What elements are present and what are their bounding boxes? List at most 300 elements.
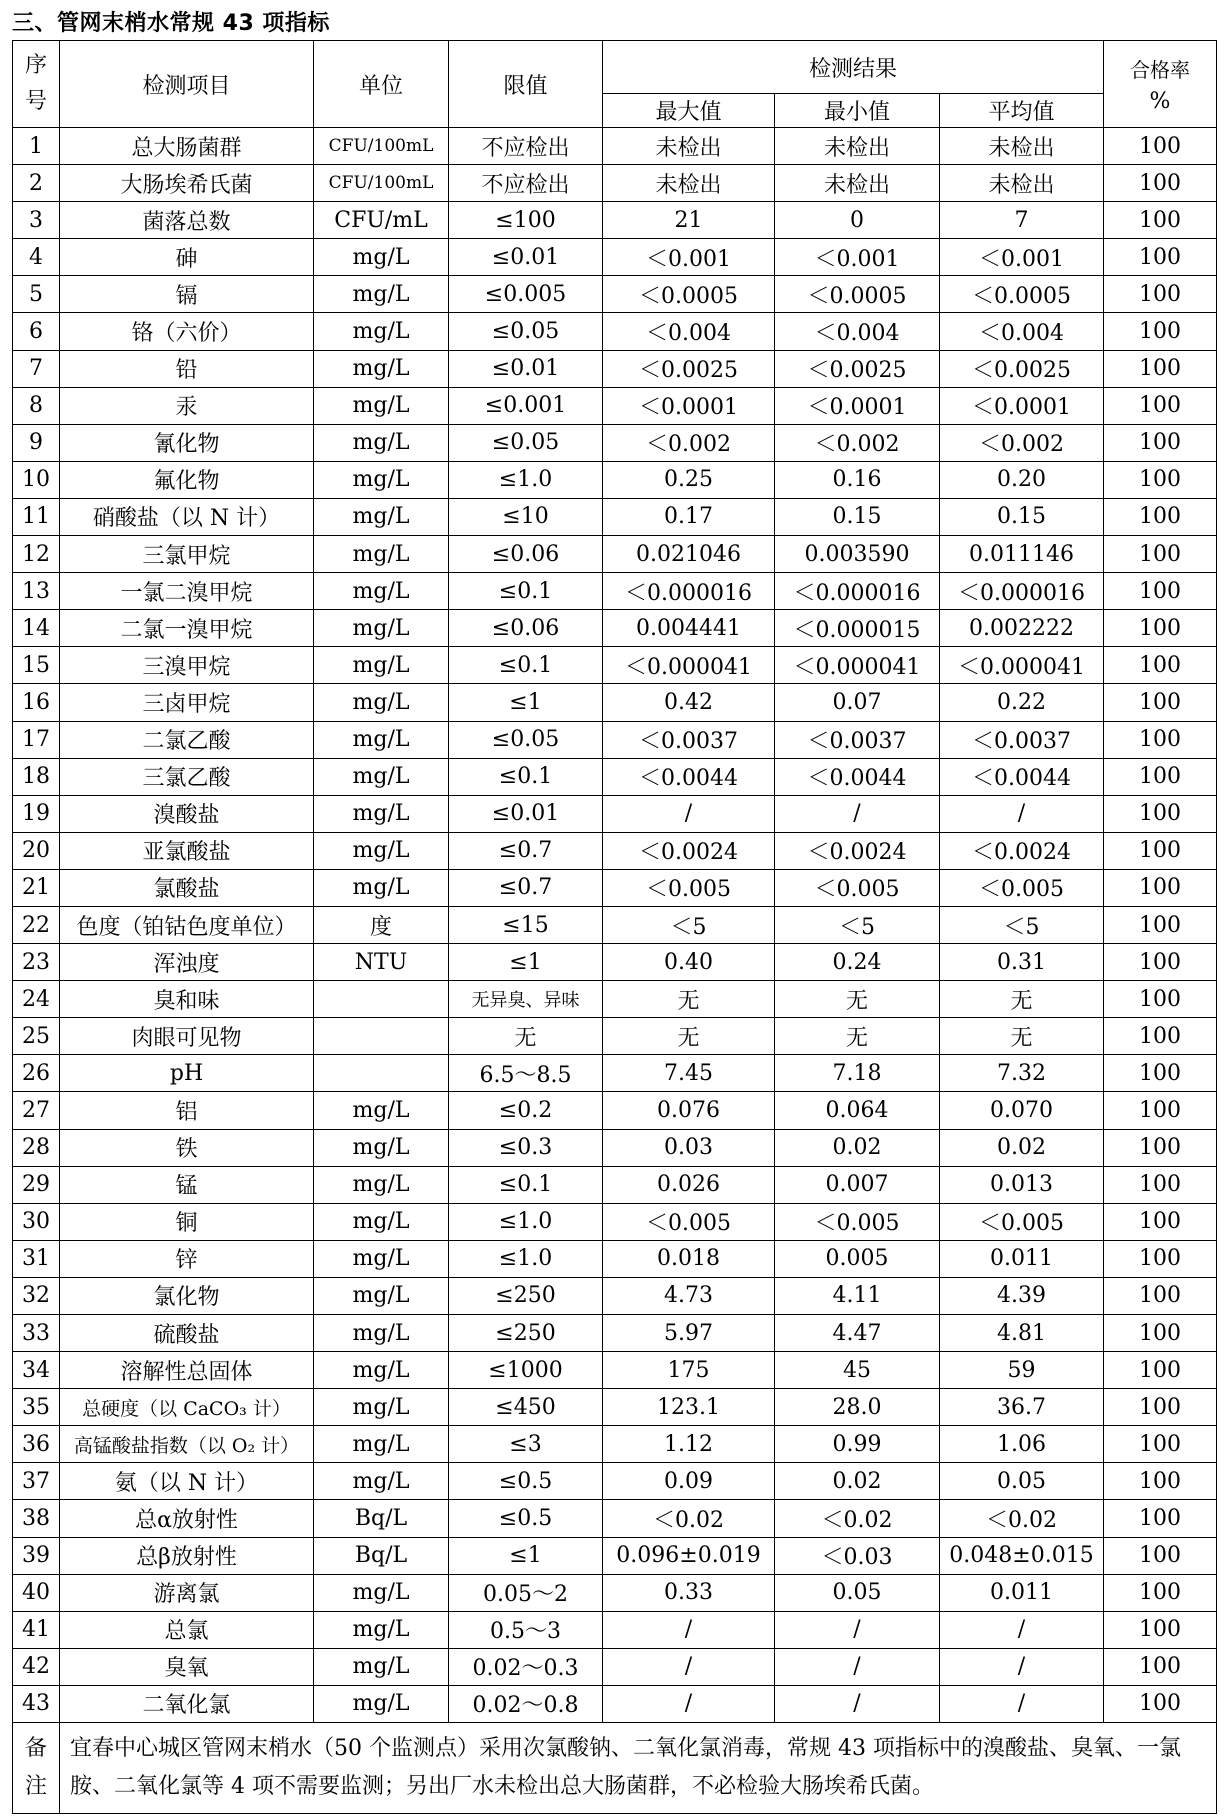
table-row <box>13 869 1217 906</box>
cell-avg-value: ＜0.001 <box>940 239 1104 276</box>
cell-min-value: 28.0 <box>775 1389 940 1426</box>
cell-max-value: ＜0.0005 <box>603 276 775 313</box>
cell-min-value: 4.47 <box>775 1315 940 1352</box>
cell-max-value: ＜0.001 <box>603 239 775 276</box>
table-row <box>13 1463 1217 1500</box>
cell-pass-rate: 100 <box>1104 1685 1217 1722</box>
cell-seq: 23 <box>13 944 60 981</box>
cell-min-value: 0.005 <box>775 1240 940 1277</box>
cell-max-value: 0.096±0.019 <box>603 1537 775 1574</box>
cell-item-name: 二氧化氯 <box>60 1685 314 1722</box>
cell-limit: 无 <box>449 1018 603 1055</box>
cell-item-name: 氯酸盐 <box>60 869 314 906</box>
cell-unit: mg/L <box>314 1389 449 1426</box>
table-row <box>13 1426 1217 1463</box>
cell-unit: mg/L <box>314 1574 449 1611</box>
cell-min-value: 0.02 <box>775 1463 940 1500</box>
cell-seq: 34 <box>13 1352 60 1389</box>
remark-text: 宜春中心城区管网末梢水（50 个监测点）采用次氯酸钠、二氧化氯消毒，常规 43 项指标中的溴酸盐、臭氧、一氯胺、二氧化氯等 4 项不需要监测；另出厂水未检出总大肠菌群，不必检验大肠埃希氏菌。 <box>60 1723 1217 1814</box>
cell-avg-value: 0.070 <box>940 1092 1104 1129</box>
cell-limit: 0.05～2 <box>449 1574 603 1611</box>
cell-min-value: ＜0.03 <box>775 1537 940 1574</box>
table-row <box>13 387 1217 424</box>
cell-unit <box>314 1018 449 1055</box>
cell-unit: CFU/100mL <box>314 128 449 165</box>
cell-max-value: / <box>603 1685 775 1722</box>
cell-max-value: ＜0.000041 <box>603 647 775 684</box>
cell-pass-rate: 100 <box>1104 1018 1217 1055</box>
cell-seq: 16 <box>13 684 60 721</box>
cell-unit: mg/L <box>314 1352 449 1389</box>
cell-avg-value: 36.7 <box>940 1389 1104 1426</box>
cell-item-name: 汞 <box>60 387 314 424</box>
cell-pass-rate: 100 <box>1104 1648 1217 1685</box>
cell-seq: 40 <box>13 1574 60 1611</box>
table-row <box>13 1018 1217 1055</box>
cell-max-value: 0.076 <box>603 1092 775 1129</box>
cell-seq: 33 <box>13 1315 60 1352</box>
cell-min-value: 未检出 <box>775 128 940 165</box>
cell-min-value: 0.16 <box>775 461 940 498</box>
header-item: 检测项目 <box>60 41 314 128</box>
cell-avg-value: 0.02 <box>940 1129 1104 1166</box>
table-row <box>13 239 1217 276</box>
cell-item-name: 大肠埃希氏菌 <box>60 165 314 202</box>
table-row <box>13 1352 1217 1389</box>
cell-avg-value: ＜0.0024 <box>940 832 1104 869</box>
cell-limit: ≤0.1 <box>449 647 603 684</box>
cell-min-value: 无 <box>775 981 940 1018</box>
cell-min-value: ＜0.0024 <box>775 832 940 869</box>
cell-avg-value: / <box>940 1611 1104 1648</box>
cell-item-name: 镉 <box>60 276 314 313</box>
cell-avg-value: ＜0.0044 <box>940 758 1104 795</box>
cell-item-name: 色度（铂钴色度单位） <box>60 906 314 943</box>
cell-item-name: 氯化物 <box>60 1277 314 1314</box>
cell-pass-rate: 100 <box>1104 906 1217 943</box>
cell-min-value: ＜0.0025 <box>775 350 940 387</box>
cell-avg-value: 7 <box>940 202 1104 239</box>
cell-item-name: 一氯二溴甲烷 <box>60 573 314 610</box>
cell-pass-rate: 100 <box>1104 1315 1217 1352</box>
cell-limit: ≤1.0 <box>449 1240 603 1277</box>
cell-seq: 38 <box>13 1500 60 1537</box>
cell-pass-rate: 100 <box>1104 536 1217 573</box>
cell-item-name: 三氯甲烷 <box>60 536 314 573</box>
cell-item-name: 氨（以 N 计） <box>60 1463 314 1500</box>
table-row <box>13 1574 1217 1611</box>
header-limit: 限值 <box>449 41 603 128</box>
cell-item-name: 三氯乙酸 <box>60 758 314 795</box>
table-row <box>13 573 1217 610</box>
table-row <box>13 1240 1217 1277</box>
cell-pass-rate: 100 <box>1104 165 1217 202</box>
cell-avg-value: ＜0.005 <box>940 869 1104 906</box>
cell-seq: 27 <box>13 1092 60 1129</box>
table-row <box>13 1277 1217 1314</box>
cell-pass-rate: 100 <box>1104 573 1217 610</box>
cell-limit: ≤100 <box>449 202 603 239</box>
cell-seq: 18 <box>13 758 60 795</box>
remark-label-text: 备注 <box>25 1736 48 1800</box>
cell-min-value: ＜0.005 <box>775 1203 940 1240</box>
cell-item-name: 硫酸盐 <box>60 1315 314 1352</box>
cell-unit: mg/L <box>314 239 449 276</box>
cell-limit: ≤0.01 <box>449 350 603 387</box>
cell-limit: ≤0.01 <box>449 239 603 276</box>
cell-unit: mg/L <box>314 610 449 647</box>
cell-avg-value: 无 <box>940 981 1104 1018</box>
cell-avg-value: 0.22 <box>940 684 1104 721</box>
table-row <box>13 795 1217 832</box>
cell-limit: ≤0.5 <box>449 1500 603 1537</box>
cell-unit: mg/L <box>314 1129 449 1166</box>
cell-max-value: 0.09 <box>603 1463 775 1500</box>
cell-min-value: ＜0.000015 <box>775 610 940 647</box>
cell-min-value: 0.02 <box>775 1129 940 1166</box>
cell-limit: ≤450 <box>449 1389 603 1426</box>
cell-limit: ≤1.0 <box>449 1203 603 1240</box>
cell-avg-value: / <box>940 795 1104 832</box>
cell-avg-value: 59 <box>940 1352 1104 1389</box>
cell-avg-value: ＜0.004 <box>940 313 1104 350</box>
cell-seq: 37 <box>13 1463 60 1500</box>
cell-seq: 11 <box>13 498 60 535</box>
cell-max-value: 0.004441 <box>603 610 775 647</box>
cell-avg-value: 0.31 <box>940 944 1104 981</box>
cell-unit: mg/L <box>314 1240 449 1277</box>
cell-min-value: ＜0.0001 <box>775 387 940 424</box>
cell-avg-value: 0.15 <box>940 498 1104 535</box>
cell-seq: 8 <box>13 387 60 424</box>
cell-min-value: 无 <box>775 1018 940 1055</box>
cell-seq: 39 <box>13 1537 60 1574</box>
cell-unit: mg/L <box>314 536 449 573</box>
cell-unit <box>314 1055 449 1092</box>
cell-unit: mg/L <box>314 758 449 795</box>
table-row <box>13 276 1217 313</box>
cell-max-value: 0.03 <box>603 1129 775 1166</box>
cell-avg-value: / <box>940 1648 1104 1685</box>
cell-avg-value: ＜0.000041 <box>940 647 1104 684</box>
table-row <box>13 1315 1217 1352</box>
cell-pass-rate: 100 <box>1104 1463 1217 1500</box>
cell-limit: ≤0.05 <box>449 721 603 758</box>
cell-unit: mg/L <box>314 498 449 535</box>
cell-avg-value: 1.06 <box>940 1426 1104 1463</box>
table-row <box>13 202 1217 239</box>
cell-item-name: 臭氧 <box>60 1648 314 1685</box>
cell-avg-value: ＜0.0001 <box>940 387 1104 424</box>
cell-min-value: 4.11 <box>775 1277 940 1314</box>
cell-seq: 17 <box>13 721 60 758</box>
cell-pass-rate: 100 <box>1104 1129 1217 1166</box>
cell-min-value: ＜0.0005 <box>775 276 940 313</box>
header-max: 最大值 <box>603 94 775 128</box>
cell-max-value: 0.17 <box>603 498 775 535</box>
cell-pass-rate: 100 <box>1104 1426 1217 1463</box>
table-row <box>13 1500 1217 1537</box>
table-row <box>13 424 1217 461</box>
cell-min-value: 0.24 <box>775 944 940 981</box>
cell-pass-rate: 100 <box>1104 1352 1217 1389</box>
cell-seq: 41 <box>13 1611 60 1648</box>
cell-item-name: 高锰酸盐指数（以 O₂ 计） <box>60 1426 314 1463</box>
table-row <box>13 944 1217 981</box>
cell-max-value: ＜0.005 <box>603 1203 775 1240</box>
cell-avg-value: 7.32 <box>940 1055 1104 1092</box>
cell-max-value: ＜0.0024 <box>603 832 775 869</box>
cell-limit: 0.02～0.8 <box>449 1685 603 1722</box>
cell-item-name: 氰化物 <box>60 424 314 461</box>
cell-max-value: 无 <box>603 1018 775 1055</box>
cell-unit: mg/L <box>314 461 449 498</box>
table-row <box>13 1611 1217 1648</box>
cell-max-value: 未检出 <box>603 128 775 165</box>
table-row <box>13 1203 1217 1240</box>
cell-min-value: / <box>775 1648 940 1685</box>
cell-unit: CFU/mL <box>314 202 449 239</box>
cell-avg-value: ＜5 <box>940 906 1104 943</box>
cell-item-name: 二氯乙酸 <box>60 721 314 758</box>
cell-min-value: ＜0.000041 <box>775 647 940 684</box>
cell-max-value: / <box>603 795 775 832</box>
table-row <box>13 165 1217 202</box>
cell-pass-rate: 100 <box>1104 1389 1217 1426</box>
table-row <box>13 906 1217 943</box>
cell-max-value: ＜0.005 <box>603 869 775 906</box>
cell-max-value: ＜0.002 <box>603 424 775 461</box>
cell-limit: ≤0.3 <box>449 1129 603 1166</box>
cell-pass-rate: 100 <box>1104 387 1217 424</box>
cell-limit: ≤0.7 <box>449 832 603 869</box>
cell-seq: 1 <box>13 128 60 165</box>
cell-seq: 5 <box>13 276 60 313</box>
cell-seq: 21 <box>13 869 60 906</box>
cell-pass-rate: 100 <box>1104 424 1217 461</box>
cell-unit: mg/L <box>314 1315 449 1352</box>
cell-limit: ≤0.7 <box>449 869 603 906</box>
cell-seq: 4 <box>13 239 60 276</box>
cell-seq: 30 <box>13 1203 60 1240</box>
cell-seq: 10 <box>13 461 60 498</box>
cell-min-value: ＜0.002 <box>775 424 940 461</box>
cell-limit: 不应检出 <box>449 165 603 202</box>
cell-max-value: ＜0.000016 <box>603 573 775 610</box>
cell-max-value: 未检出 <box>603 165 775 202</box>
cell-avg-value: ＜0.0037 <box>940 721 1104 758</box>
cell-avg-value: ＜0.0005 <box>940 276 1104 313</box>
cell-min-value: 0.007 <box>775 1166 940 1203</box>
cell-limit: ≤0.01 <box>449 795 603 832</box>
cell-limit: ≤0.06 <box>449 610 603 647</box>
table-body <box>13 128 1217 1814</box>
cell-unit: mg/L <box>314 1611 449 1648</box>
cell-unit: mg/L <box>314 647 449 684</box>
cell-max-value: 0.42 <box>603 684 775 721</box>
cell-seq: 6 <box>13 313 60 350</box>
cell-unit: mg/L <box>314 424 449 461</box>
cell-seq: 43 <box>13 1685 60 1722</box>
cell-unit: Bq/L <box>314 1537 449 1574</box>
cell-max-value: ＜0.0001 <box>603 387 775 424</box>
header-min: 最小值 <box>775 94 940 128</box>
cell-min-value: ＜0.005 <box>775 869 940 906</box>
cell-limit: ≤1 <box>449 1537 603 1574</box>
cell-pass-rate: 100 <box>1104 647 1217 684</box>
cell-pass-rate: 100 <box>1104 1611 1217 1648</box>
cell-seq: 3 <box>13 202 60 239</box>
table-row <box>13 1092 1217 1129</box>
cell-limit: ≤0.5 <box>449 1463 603 1500</box>
cell-avg-value: 4.39 <box>940 1277 1104 1314</box>
cell-pass-rate: 100 <box>1104 832 1217 869</box>
cell-limit: ≤0.05 <box>449 313 603 350</box>
table-row <box>13 1537 1217 1574</box>
table-row <box>13 498 1217 535</box>
cell-limit: 无异臭、异味 <box>449 981 603 1018</box>
cell-item-name: 总硬度（以 CaCO₃ 计） <box>60 1389 314 1426</box>
cell-seq: 13 <box>13 573 60 610</box>
cell-seq: 32 <box>13 1277 60 1314</box>
cell-unit: mg/L <box>314 869 449 906</box>
cell-item-name: 铅 <box>60 350 314 387</box>
cell-unit: mg/L <box>314 1166 449 1203</box>
cell-unit: mg/L <box>314 387 449 424</box>
cell-pass-rate: 100 <box>1104 239 1217 276</box>
cell-max-value: 5.97 <box>603 1315 775 1352</box>
cell-avg-value: 0.011146 <box>940 536 1104 573</box>
cell-seq: 42 <box>13 1648 60 1685</box>
table-row <box>13 1055 1217 1092</box>
table-row <box>13 128 1217 165</box>
cell-limit: 0.5～3 <box>449 1611 603 1648</box>
cell-item-name: 总大肠菌群 <box>60 128 314 165</box>
cell-max-value: 无 <box>603 981 775 1018</box>
cell-pass-rate: 100 <box>1104 1166 1217 1203</box>
table-row <box>13 1129 1217 1166</box>
cell-item-name: 铬（六价） <box>60 313 314 350</box>
cell-max-value: 175 <box>603 1352 775 1389</box>
cell-pass-rate: 100 <box>1104 684 1217 721</box>
cell-item-name: 总氯 <box>60 1611 314 1648</box>
cell-pass-rate: 100 <box>1104 1574 1217 1611</box>
table-row <box>13 981 1217 1018</box>
cell-item-name: 三卤甲烷 <box>60 684 314 721</box>
header-seq-label: 序号 <box>25 53 48 114</box>
cell-pass-rate: 100 <box>1104 721 1217 758</box>
cell-avg-value: ＜0.000016 <box>940 573 1104 610</box>
cell-max-value: ＜0.02 <box>603 1500 775 1537</box>
cell-avg-value: ＜0.02 <box>940 1500 1104 1537</box>
cell-max-value: 123.1 <box>603 1389 775 1426</box>
cell-limit: 不应检出 <box>449 128 603 165</box>
cell-avg-value: 0.011 <box>940 1240 1104 1277</box>
cell-pass-rate: 100 <box>1104 350 1217 387</box>
cell-seq: 19 <box>13 795 60 832</box>
cell-max-value: 7.45 <box>603 1055 775 1092</box>
cell-item-name: 游离氯 <box>60 1574 314 1611</box>
cell-seq: 36 <box>13 1426 60 1463</box>
cell-avg-value: 无 <box>940 1018 1104 1055</box>
cell-max-value: 4.73 <box>603 1277 775 1314</box>
cell-min-value: 0.064 <box>775 1092 940 1129</box>
cell-max-value: 0.018 <box>603 1240 775 1277</box>
cell-seq: 2 <box>13 165 60 202</box>
cell-min-value: 未检出 <box>775 165 940 202</box>
cell-max-value: 21 <box>603 202 775 239</box>
pass-rate-unit: % <box>1149 89 1171 114</box>
cell-min-value: 0.07 <box>775 684 940 721</box>
cell-pass-rate: 100 <box>1104 1240 1217 1277</box>
cell-pass-rate: 100 <box>1104 610 1217 647</box>
cell-pass-rate: 100 <box>1104 461 1217 498</box>
cell-pass-rate: 100 <box>1104 1055 1217 1092</box>
cell-seq: 31 <box>13 1240 60 1277</box>
cell-limit: ≤10 <box>449 498 603 535</box>
cell-avg-value: 0.011 <box>940 1574 1104 1611</box>
cell-seq: 12 <box>13 536 60 573</box>
cell-limit: ≤250 <box>449 1315 603 1352</box>
header-avg: 平均值 <box>940 94 1104 128</box>
cell-avg-value: 0.048±0.015 <box>940 1537 1104 1574</box>
cell-seq: 14 <box>13 610 60 647</box>
cell-pass-rate: 100 <box>1104 313 1217 350</box>
cell-min-value: 7.18 <box>775 1055 940 1092</box>
remark-label <box>13 1723 60 1814</box>
cell-max-value: 0.026 <box>603 1166 775 1203</box>
cell-unit: mg/L <box>314 1277 449 1314</box>
header-pass-rate <box>1104 41 1217 128</box>
cell-item-name: 亚氯酸盐 <box>60 832 314 869</box>
cell-pass-rate: 100 <box>1104 1277 1217 1314</box>
cell-min-value: ＜0.001 <box>775 239 940 276</box>
cell-unit: mg/L <box>314 1685 449 1722</box>
header-seq <box>13 41 60 128</box>
cell-pass-rate: 100 <box>1104 1537 1217 1574</box>
cell-pass-rate: 100 <box>1104 276 1217 313</box>
table-row <box>13 758 1217 795</box>
cell-unit: Bq/L <box>314 1500 449 1537</box>
cell-max-value: ＜0.0044 <box>603 758 775 795</box>
cell-min-value: / <box>775 1611 940 1648</box>
cell-item-name: 臭和味 <box>60 981 314 1018</box>
cell-min-value: ＜0.02 <box>775 1500 940 1537</box>
cell-max-value: 1.12 <box>603 1426 775 1463</box>
cell-seq: 26 <box>13 1055 60 1092</box>
table-row <box>13 721 1217 758</box>
cell-seq: 25 <box>13 1018 60 1055</box>
cell-seq: 7 <box>13 350 60 387</box>
cell-item-name: 总β放射性 <box>60 1537 314 1574</box>
cell-item-name: 铝 <box>60 1092 314 1129</box>
table-row <box>13 1648 1217 1685</box>
cell-unit: mg/L <box>314 795 449 832</box>
cell-limit: ≤0.005 <box>449 276 603 313</box>
water-quality-table <box>12 40 1217 1814</box>
cell-pass-rate: 100 <box>1104 498 1217 535</box>
cell-unit: mg/L <box>314 350 449 387</box>
cell-limit: ≤0.001 <box>449 387 603 424</box>
cell-item-name: 浑浊度 <box>60 944 314 981</box>
table-row <box>13 536 1217 573</box>
cell-seq: 22 <box>13 906 60 943</box>
cell-unit: 度 <box>314 906 449 943</box>
cell-avg-value: ＜0.002 <box>940 424 1104 461</box>
pass-rate-label: 合格率 <box>1130 58 1190 82</box>
cell-avg-value: 0.013 <box>940 1166 1104 1203</box>
cell-limit: ≤0.05 <box>449 424 603 461</box>
